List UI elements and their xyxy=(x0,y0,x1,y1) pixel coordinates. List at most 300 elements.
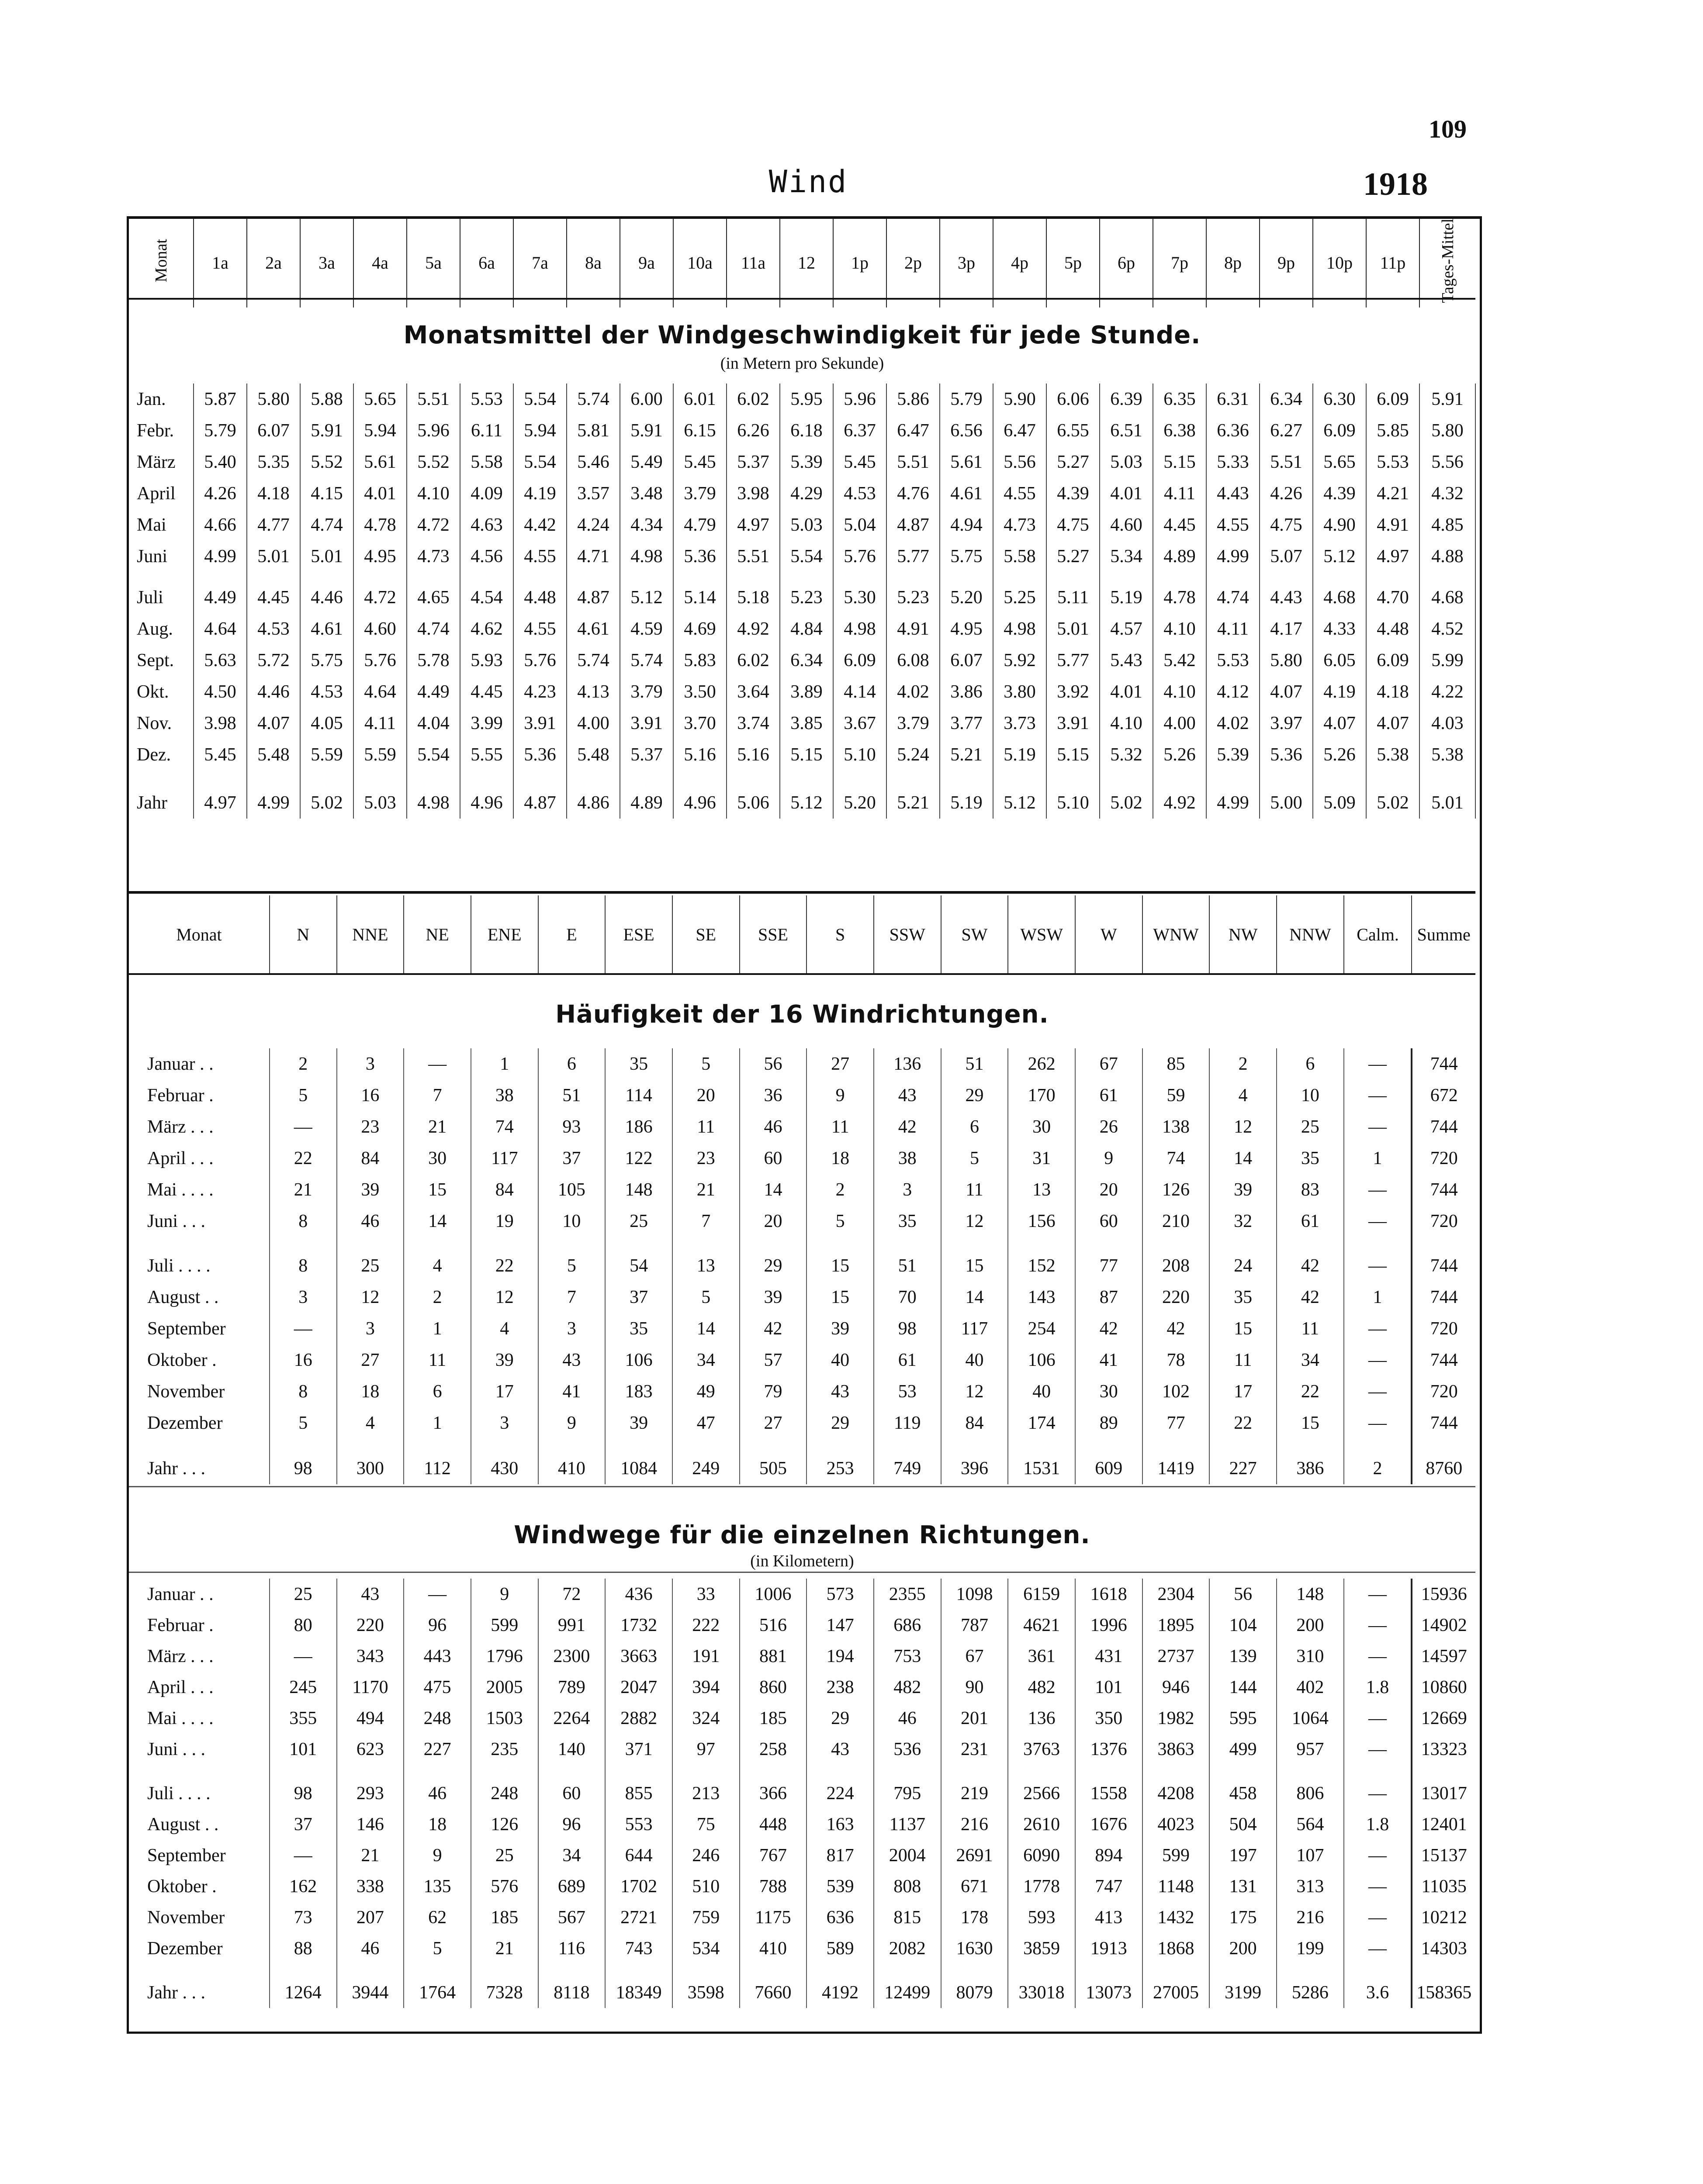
row-label: Januar . . xyxy=(147,1584,214,1604)
row-label: Febr. xyxy=(137,421,174,441)
table-cell: 4.68 xyxy=(1313,572,1366,613)
table-cell: 38 xyxy=(874,1143,941,1174)
table-cell: 4.69 xyxy=(673,613,727,645)
section3-title: Windwege für die einzelnen Richtungen. xyxy=(514,1521,1090,1549)
table-cell: 5.54 xyxy=(407,739,460,771)
table-cell: 855 xyxy=(605,1765,672,1809)
table-cell: 5.91 xyxy=(620,415,673,446)
table-row xyxy=(129,1376,1475,1407)
table-cell: 4.74 xyxy=(1206,572,1260,613)
table-cell: 744 xyxy=(1412,1344,1475,1376)
table-cell: 43 xyxy=(337,1579,404,1610)
table-cell: 101 xyxy=(270,1734,337,1765)
table-cell: 42 xyxy=(1142,1313,1210,1344)
table-cell: 46 xyxy=(740,1111,807,1143)
table-cell: 4.11 xyxy=(1153,478,1206,509)
section2-title: Häufigkeit der 16 Windrichtungen. xyxy=(555,1000,1049,1029)
table-cell: 5.79 xyxy=(940,384,993,415)
table-cell: 4.19 xyxy=(513,478,567,509)
table-cell: 5.33 xyxy=(1206,446,1260,478)
table-cell: 5.15 xyxy=(1046,739,1100,771)
table-cell: 85 xyxy=(1142,1048,1210,1080)
table-cell: 5.12 xyxy=(1313,541,1366,572)
table-row xyxy=(129,1765,1475,1809)
table-cell: 4.02 xyxy=(886,676,940,708)
table-cell: 5.72 xyxy=(247,645,300,676)
table-cell: 808 xyxy=(874,1871,941,1902)
table-row xyxy=(129,541,1475,572)
table-cell: 42 xyxy=(1277,1282,1344,1313)
table-cell: 4.64 xyxy=(353,676,407,708)
table-cell: 262 xyxy=(1008,1048,1075,1080)
table-cell: 6.06 xyxy=(1046,384,1100,415)
table-cell: 6 xyxy=(404,1376,471,1407)
table-cell: 4.55 xyxy=(513,541,567,572)
table-cell: 4.53 xyxy=(833,478,886,509)
table-cell: 5.58 xyxy=(993,541,1046,572)
table-cell: 5.86 xyxy=(886,384,940,415)
table-cell: 1895 xyxy=(1142,1610,1210,1641)
table-row xyxy=(129,1439,1475,1484)
row-label: Jan. xyxy=(137,389,166,409)
table-cell: 67 xyxy=(1075,1048,1142,1080)
table-cell: 4.23 xyxy=(513,676,567,708)
table-cell: 4.29 xyxy=(780,478,833,509)
table-cell: 4023 xyxy=(1142,1809,1210,1840)
table-cell: 1 xyxy=(471,1048,538,1080)
table-cell: 5 xyxy=(941,1143,1008,1174)
table-cell: 3.92 xyxy=(1046,676,1100,708)
table-cell: 18349 xyxy=(605,1964,672,2008)
table-row xyxy=(129,1282,1475,1313)
row-label: August . . xyxy=(147,1287,219,1307)
table-cell: 54 xyxy=(605,1237,672,1282)
table-cell: — xyxy=(1344,1641,1412,1672)
table-cell: 35 xyxy=(605,1313,672,1344)
table-cell: 4.43 xyxy=(1260,572,1313,613)
hour-column-header xyxy=(353,218,407,308)
table-cell: 1702 xyxy=(605,1871,672,1902)
table-cell: 136 xyxy=(1008,1703,1075,1734)
table-cell: 2737 xyxy=(1142,1641,1210,1672)
table-cell: 5.04 xyxy=(833,509,886,541)
hour-column-header xyxy=(1260,218,1313,308)
table-cell: 4.42 xyxy=(513,509,567,541)
table-cell: 2005 xyxy=(471,1672,538,1703)
table-cell: 4.48 xyxy=(513,572,567,613)
table-cell: 139 xyxy=(1209,1641,1277,1672)
table-cell: 5.55 xyxy=(460,739,513,771)
table-cell: 138 xyxy=(1142,1111,1210,1143)
hour-column-header-label: 8p xyxy=(1224,253,1242,273)
direction-column-header: Summe xyxy=(1412,895,1475,973)
table-cell: 5.61 xyxy=(353,446,407,478)
table-cell: 6.02 xyxy=(727,645,780,676)
hour-column-header xyxy=(407,218,460,308)
row-label: Februar . xyxy=(147,1615,214,1635)
table-cell: 599 xyxy=(1142,1840,1210,1871)
table-cell: 5.79 xyxy=(194,415,247,446)
table-cell: 4.95 xyxy=(940,613,993,645)
table-cell: 200 xyxy=(1209,1933,1277,1964)
table-cell: 14 xyxy=(672,1313,740,1344)
table-cell: 1175 xyxy=(740,1902,807,1933)
table-cell: 213 xyxy=(672,1765,740,1809)
table-cell: 13 xyxy=(1008,1174,1075,1206)
table-cell: 5.85 xyxy=(1366,415,1419,446)
table-cell: 313 xyxy=(1277,1871,1344,1902)
table-cell: 14303 xyxy=(1412,1933,1475,1964)
table-cell: 4.50 xyxy=(194,676,247,708)
table-cell: 21 xyxy=(672,1174,740,1206)
table-cell: 567 xyxy=(538,1902,606,1933)
table-cell: 246 xyxy=(672,1840,740,1871)
table-cell: 6.56 xyxy=(940,415,993,446)
table-cell: 767 xyxy=(740,1840,807,1871)
table-cell: 147 xyxy=(807,1610,874,1641)
table-cell: 5.59 xyxy=(300,739,353,771)
table-cell: 219 xyxy=(941,1765,1008,1809)
table-cell: 33018 xyxy=(1008,1964,1075,2008)
table-cell: 5.35 xyxy=(247,446,300,478)
table-cell: 34 xyxy=(672,1344,740,1376)
direction-column-header: SW xyxy=(941,895,1008,973)
table-cell: 136 xyxy=(874,1048,941,1080)
table-cell: 504 xyxy=(1209,1809,1277,1840)
table-cell: 4.74 xyxy=(300,509,353,541)
table-cell: 3663 xyxy=(605,1641,672,1672)
table-cell: 5.56 xyxy=(993,446,1046,478)
table-cell: 689 xyxy=(538,1871,606,1902)
table-cell: 4.54 xyxy=(460,572,513,613)
table-row xyxy=(129,509,1475,541)
table-cell: 112 xyxy=(404,1439,471,1484)
table-cell: 5.96 xyxy=(833,384,886,415)
table-cell: 5.75 xyxy=(300,645,353,676)
table-cell: 8 xyxy=(270,1376,337,1407)
table-cell: 5.14 xyxy=(673,572,727,613)
row-label: Juli . . . . xyxy=(147,1256,211,1276)
table-cell: 4192 xyxy=(807,1964,874,2008)
table-cell: 3.64 xyxy=(727,676,780,708)
direction-column-header: NNW xyxy=(1277,895,1344,973)
table-cell: 4.33 xyxy=(1313,613,1366,645)
table-cell: 593 xyxy=(1008,1902,1075,1933)
table-cell: 24 xyxy=(1209,1237,1277,1282)
table-cell: 22 xyxy=(1209,1407,1277,1439)
directions-header xyxy=(129,895,1475,973)
table-cell: 5.95 xyxy=(780,384,833,415)
table-cell: 38 xyxy=(471,1080,538,1111)
table-cell: 5.52 xyxy=(407,446,460,478)
table-cell: 5.43 xyxy=(1100,645,1153,676)
table-cell: 5.12 xyxy=(620,572,673,613)
table-cell: 5286 xyxy=(1277,1964,1344,2008)
table-cell: 5.36 xyxy=(673,541,727,572)
table-cell: 25 xyxy=(1277,1111,1344,1143)
hour-column-header-label: 8a xyxy=(585,253,602,273)
table-cell: 4.98 xyxy=(833,613,886,645)
table-cell: 10212 xyxy=(1412,1902,1475,1933)
table-cell: 4.07 xyxy=(1313,708,1366,739)
table-cell: 5.45 xyxy=(194,739,247,771)
table-cell: 5.42 xyxy=(1153,645,1206,676)
table-cell: 4.87 xyxy=(567,572,620,613)
table-cell: 9 xyxy=(1075,1143,1142,1174)
table-cell: 3863 xyxy=(1142,1734,1210,1765)
table-cell: 21 xyxy=(471,1933,538,1964)
table-cell: 5 xyxy=(270,1080,337,1111)
table-cell: 3.89 xyxy=(780,676,833,708)
hour-column-header-label: 6p xyxy=(1118,253,1135,273)
table-cell: 5.27 xyxy=(1046,446,1100,478)
table-cell: 310 xyxy=(1277,1641,1344,1672)
table-cell: 636 xyxy=(807,1902,874,1933)
table-cell: 75 xyxy=(672,1809,740,1840)
table-cell: 8 xyxy=(270,1206,337,1237)
table-cell: 789 xyxy=(538,1672,606,1703)
table-cell: 4.13 xyxy=(567,676,620,708)
table-cell: 57 xyxy=(740,1344,807,1376)
table-cell: 747 xyxy=(1075,1871,1142,1902)
row-label: August . . xyxy=(147,1814,219,1835)
table-cell: 6.07 xyxy=(247,415,300,446)
table-cell: 5.93 xyxy=(460,645,513,676)
table-cell: 5.11 xyxy=(1046,572,1100,613)
daily-mean-column-header-label: Tages-Mittel xyxy=(1438,218,1457,303)
table-cell: — xyxy=(1344,1080,1412,1111)
table-cell: 29 xyxy=(807,1703,874,1734)
table-cell: 3.77 xyxy=(940,708,993,739)
table-cell: 410 xyxy=(538,1439,606,1484)
hour-column-header xyxy=(1046,218,1100,308)
table-cell: 4.71 xyxy=(567,541,620,572)
table-row xyxy=(129,478,1475,509)
table-cell: 4.96 xyxy=(460,771,513,819)
table-cell: 60 xyxy=(1075,1206,1142,1237)
table-cell: 258 xyxy=(740,1734,807,1765)
table-cell: 4.46 xyxy=(247,676,300,708)
table-cell: 6.09 xyxy=(1366,645,1419,676)
table-cell: 175 xyxy=(1209,1902,1277,1933)
table-row xyxy=(129,1313,1475,1344)
table-cell: 1732 xyxy=(605,1610,672,1641)
table-cell: 2 xyxy=(807,1174,874,1206)
table-cell: 46 xyxy=(337,1933,404,1964)
table-cell: 5.91 xyxy=(300,415,353,446)
table-cell: 1098 xyxy=(941,1579,1008,1610)
table-cell: 4.24 xyxy=(567,509,620,541)
row-label: November xyxy=(147,1907,225,1928)
table-cell: 9 xyxy=(807,1080,874,1111)
table-cell: 482 xyxy=(874,1672,941,1703)
table-cell: 5 xyxy=(672,1048,740,1080)
table-cell: 4.57 xyxy=(1100,613,1153,645)
table-cell: 5.39 xyxy=(1206,739,1260,771)
table-cell: 5.65 xyxy=(353,384,407,415)
table-cell: 1996 xyxy=(1075,1610,1142,1641)
table-cell: 15 xyxy=(941,1237,1008,1282)
table-cell: 4.97 xyxy=(1366,541,1419,572)
table-cell: 3.6 xyxy=(1344,1964,1412,2008)
table-cell: 2882 xyxy=(605,1703,672,1734)
table-cell: 254 xyxy=(1008,1313,1075,1344)
table-cell: 5.96 xyxy=(407,415,460,446)
table-cell: 720 xyxy=(1412,1313,1475,1344)
table-cell: 5.65 xyxy=(1313,446,1366,478)
table-cell: 6.38 xyxy=(1153,415,1206,446)
table-cell: 6.39 xyxy=(1100,384,1153,415)
table-cell: 35 xyxy=(1209,1282,1277,1313)
month-column-header-label: Monat xyxy=(152,239,170,283)
table-cell: 4.21 xyxy=(1366,478,1419,509)
table-cell: 5.51 xyxy=(727,541,780,572)
table-cell: 4.68 xyxy=(1419,572,1475,613)
table-cell: 4.89 xyxy=(620,771,673,819)
table-cell: 84 xyxy=(941,1407,1008,1439)
table-cell: 5.25 xyxy=(993,572,1046,613)
table-cell: 744 xyxy=(1412,1111,1475,1143)
table-cell: 5.74 xyxy=(567,645,620,676)
table-cell: 56 xyxy=(1209,1579,1277,1610)
table-cell: 13017 xyxy=(1412,1765,1475,1809)
table-cell: 12 xyxy=(471,1282,538,1313)
table-cell: 27 xyxy=(807,1048,874,1080)
table-cell: 15 xyxy=(807,1237,874,1282)
table-cell: 806 xyxy=(1277,1765,1344,1809)
table-cell: 5.58 xyxy=(460,446,513,478)
table-cell: 98 xyxy=(270,1765,337,1809)
table-cell: 4.34 xyxy=(620,509,673,541)
row-label: Sept. xyxy=(137,650,174,670)
table-cell: 40 xyxy=(941,1344,1008,1376)
table-cell: 293 xyxy=(337,1765,404,1809)
table-cell: 410 xyxy=(740,1933,807,1964)
table-cell: 67 xyxy=(941,1641,1008,1672)
table-cell: 1376 xyxy=(1075,1734,1142,1765)
hour-column-header xyxy=(780,218,833,308)
table-row xyxy=(129,1902,1475,1933)
table-cell: 5.51 xyxy=(1260,446,1313,478)
table-cell: 216 xyxy=(941,1809,1008,1840)
table-cell: — xyxy=(1344,1206,1412,1237)
hour-column-header xyxy=(1366,218,1419,308)
table-cell: 4621 xyxy=(1008,1610,1075,1641)
table-row xyxy=(129,613,1475,645)
table-cell: 33 xyxy=(672,1579,740,1610)
table-cell: 6159 xyxy=(1008,1579,1075,1610)
table-cell: 744 xyxy=(1412,1407,1475,1439)
table-cell: 361 xyxy=(1008,1641,1075,1672)
table-cell: 5.01 xyxy=(247,541,300,572)
table-cell: 90 xyxy=(941,1672,1008,1703)
table-cell: 536 xyxy=(874,1734,941,1765)
table-cell: 5.46 xyxy=(567,446,620,478)
hour-column-header-label: 11p xyxy=(1380,253,1406,273)
table-cell: 366 xyxy=(740,1765,807,1809)
table-cell: 5.03 xyxy=(1100,446,1153,478)
table-cell: 2300 xyxy=(538,1641,606,1672)
table-cell: 5.15 xyxy=(1153,446,1206,478)
table-cell: 2 xyxy=(1344,1439,1412,1484)
table-cell: 4.01 xyxy=(353,478,407,509)
section3-subtitle: (in Kilometern) xyxy=(750,1552,854,1570)
table-cell: 743 xyxy=(605,1933,672,1964)
table-cell: 5 xyxy=(270,1407,337,1439)
table-cell: 10860 xyxy=(1412,1672,1475,1703)
table-cell: 5.15 xyxy=(780,739,833,771)
table-cell: — xyxy=(1344,1174,1412,1206)
table-cell: 759 xyxy=(672,1902,740,1933)
table-cell: 338 xyxy=(337,1871,404,1902)
table-cell: 4.00 xyxy=(1153,708,1206,739)
table-cell: 5.51 xyxy=(886,446,940,478)
table-cell: 199 xyxy=(1277,1933,1344,1964)
hour-column-header xyxy=(620,218,673,308)
table-cell: 744 xyxy=(1412,1048,1475,1080)
table-cell: 4.14 xyxy=(833,676,886,708)
table-cell: 4.99 xyxy=(247,771,300,819)
table-cell: 6.47 xyxy=(886,415,940,446)
table-cell: 5.03 xyxy=(353,771,407,819)
table-cell: 4.09 xyxy=(460,478,513,509)
table-cell: 2355 xyxy=(874,1579,941,1610)
table-cell: 1170 xyxy=(337,1672,404,1703)
hour-column-header xyxy=(1153,218,1206,308)
table-cell: 39 xyxy=(1209,1174,1277,1206)
table-cell: 4.78 xyxy=(1153,572,1206,613)
hour-column-header-label: 1a xyxy=(212,253,228,273)
table-cell: 5.30 xyxy=(833,572,886,613)
table-cell: 4.04 xyxy=(407,708,460,739)
table-cell: 5.36 xyxy=(1260,739,1313,771)
table-cell: 6.36 xyxy=(1206,415,1260,446)
table-cell: 20 xyxy=(672,1080,740,1111)
table-cell: 3 xyxy=(337,1048,404,1080)
table-cell: 4.10 xyxy=(407,478,460,509)
table-cell: 152 xyxy=(1008,1237,1075,1282)
table-cell: 186 xyxy=(605,1111,672,1143)
table-cell: 84 xyxy=(337,1143,404,1174)
table-cell: 4.43 xyxy=(1206,478,1260,509)
table-cell: 78 xyxy=(1142,1344,1210,1376)
table-cell: 3.86 xyxy=(940,676,993,708)
table-cell: 4 xyxy=(471,1313,538,1344)
table-cell: 8760 xyxy=(1412,1439,1475,1484)
table-cell: 4.61 xyxy=(567,613,620,645)
table-cell: 4.05 xyxy=(300,708,353,739)
table-cell: 93 xyxy=(538,1111,606,1143)
table-cell: 644 xyxy=(605,1840,672,1871)
table-cell: 5 xyxy=(672,1282,740,1313)
hour-column-header xyxy=(300,218,353,308)
table-cell: 15936 xyxy=(1412,1579,1475,1610)
table-cell: 74 xyxy=(471,1111,538,1143)
table-cell: 5.59 xyxy=(353,739,407,771)
table-cell: 11035 xyxy=(1412,1871,1475,1902)
hour-column-header-label: 4a xyxy=(372,253,388,273)
table-cell: — xyxy=(1344,1111,1412,1143)
table-cell: 41 xyxy=(1075,1344,1142,1376)
table-cell: 12401 xyxy=(1412,1809,1475,1840)
table-cell: 11 xyxy=(807,1111,874,1143)
table-cell: 101 xyxy=(1075,1672,1142,1703)
table-row xyxy=(129,676,1475,708)
table-cell: 5.02 xyxy=(300,771,353,819)
hour-column-header xyxy=(1100,218,1153,308)
direction-column-header: NW xyxy=(1209,895,1277,973)
table-cell: 4.61 xyxy=(940,478,993,509)
